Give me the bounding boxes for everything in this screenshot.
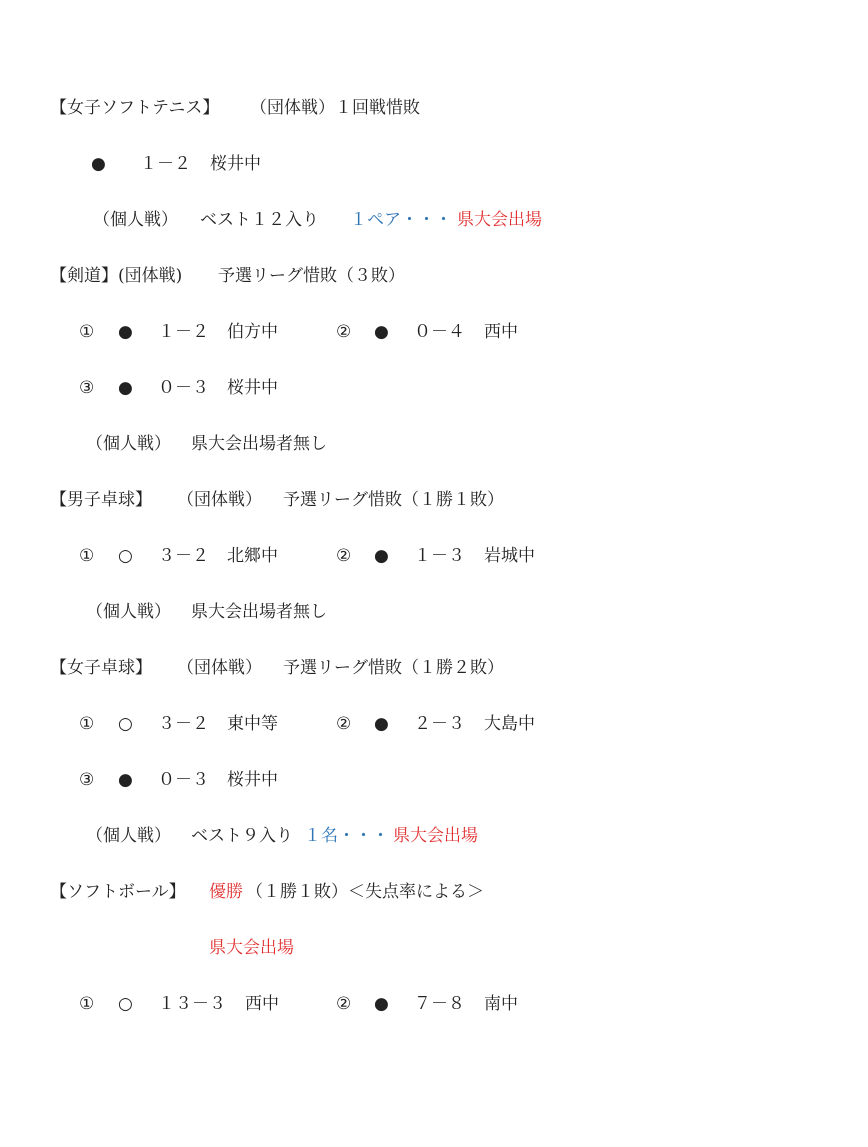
match-number: ② (336, 546, 352, 566)
category-label: 【剣道】 (50, 266, 118, 286)
team-result: 予選リーグ惜敗（１勝１敗） (283, 490, 504, 510)
match-score: ３－２ (158, 714, 209, 734)
opponent-team: 東中等 (227, 714, 278, 734)
individual-result: 県大会出場者無し (191, 602, 327, 622)
team-result: （団体戦）１回戦惜敗 (250, 98, 420, 118)
individual-label: （個人戦） (93, 210, 178, 230)
prefecture-qualified: 県大会出場 (209, 938, 294, 958)
match-number: ① (79, 994, 95, 1014)
loss-mark: ● (374, 994, 389, 1014)
individual-label: （個人戦） (86, 434, 171, 454)
win-mark: ○ (118, 994, 133, 1014)
individual-label: （個人戦） (86, 602, 171, 622)
opponent-team: 西中 (484, 322, 518, 342)
match-score: １－３ (414, 546, 465, 566)
match-score: ０－４ (414, 322, 465, 342)
loss-mark: ● (374, 714, 389, 734)
match-score: １３－３ (158, 994, 226, 1014)
category-label: 【男子卓球】 (50, 490, 152, 510)
opponent-team: 大島中 (484, 714, 535, 734)
loss-mark: ● (374, 546, 389, 566)
match-score: ７－８ (414, 994, 465, 1014)
individual-result: ベスト９入り (191, 826, 293, 846)
prefecture-qualified: 県大会出場 (393, 826, 478, 846)
individual-result: ベスト１２入り (200, 210, 319, 230)
opponent-team: 岩城中 (484, 546, 535, 566)
match-number: ① (79, 714, 95, 734)
loss-mark: ● (374, 322, 389, 342)
prefecture-qualified: 県大会出場 (457, 210, 542, 230)
match-score: １－２ (140, 154, 191, 174)
loss-mark: ● (91, 154, 106, 174)
qualifier-count: １ペア・・・ (350, 210, 452, 230)
qualifier-count: １名・・・ (304, 826, 389, 846)
opponent-team: 桜井中 (227, 770, 278, 790)
win-mark: ○ (118, 546, 133, 566)
opponent-team: 西中 (245, 994, 279, 1014)
team-label: （団体戦） (177, 658, 262, 678)
opponent-team: 南中 (484, 994, 518, 1014)
win-mark: ○ (118, 714, 133, 734)
individual-result: 県大会出場者無し (191, 434, 327, 454)
match-number: ② (336, 714, 352, 734)
team-label: （団体戦） (177, 490, 262, 510)
team-label: (団体戦) (118, 266, 183, 286)
opponent-team: 北郷中 (227, 546, 278, 566)
match-number: ③ (79, 378, 95, 398)
match-score: ０－３ (158, 378, 209, 398)
category-label: 【女子ソフトテニス】 (50, 98, 220, 118)
match-number: ① (79, 322, 95, 342)
opponent-team: 桜井中 (210, 154, 261, 174)
loss-mark: ● (118, 322, 133, 342)
match-number: ③ (79, 770, 95, 790)
match-number: ② (336, 322, 352, 342)
opponent-team: 桜井中 (227, 378, 278, 398)
champion-label: 優勝 (209, 882, 243, 902)
match-number: ② (336, 994, 352, 1014)
match-score: １－２ (158, 322, 209, 342)
individual-label: （個人戦） (86, 826, 171, 846)
loss-mark: ● (118, 378, 133, 398)
category-label: 【女子卓球】 (50, 658, 152, 678)
match-number: ① (79, 546, 95, 566)
team-result: （１勝１敗）＜失点率による＞ (246, 882, 484, 902)
match-score: ３－２ (158, 546, 209, 566)
team-result: 予選リーグ惜敗（３敗） (218, 266, 405, 286)
loss-mark: ● (118, 770, 133, 790)
category-label: 【ソフトボール】 (50, 882, 186, 902)
match-score: ２－３ (414, 714, 465, 734)
opponent-team: 伯方中 (227, 322, 278, 342)
match-score: ０－３ (158, 770, 209, 790)
team-result: 予選リーグ惜敗（１勝２敗） (283, 658, 504, 678)
